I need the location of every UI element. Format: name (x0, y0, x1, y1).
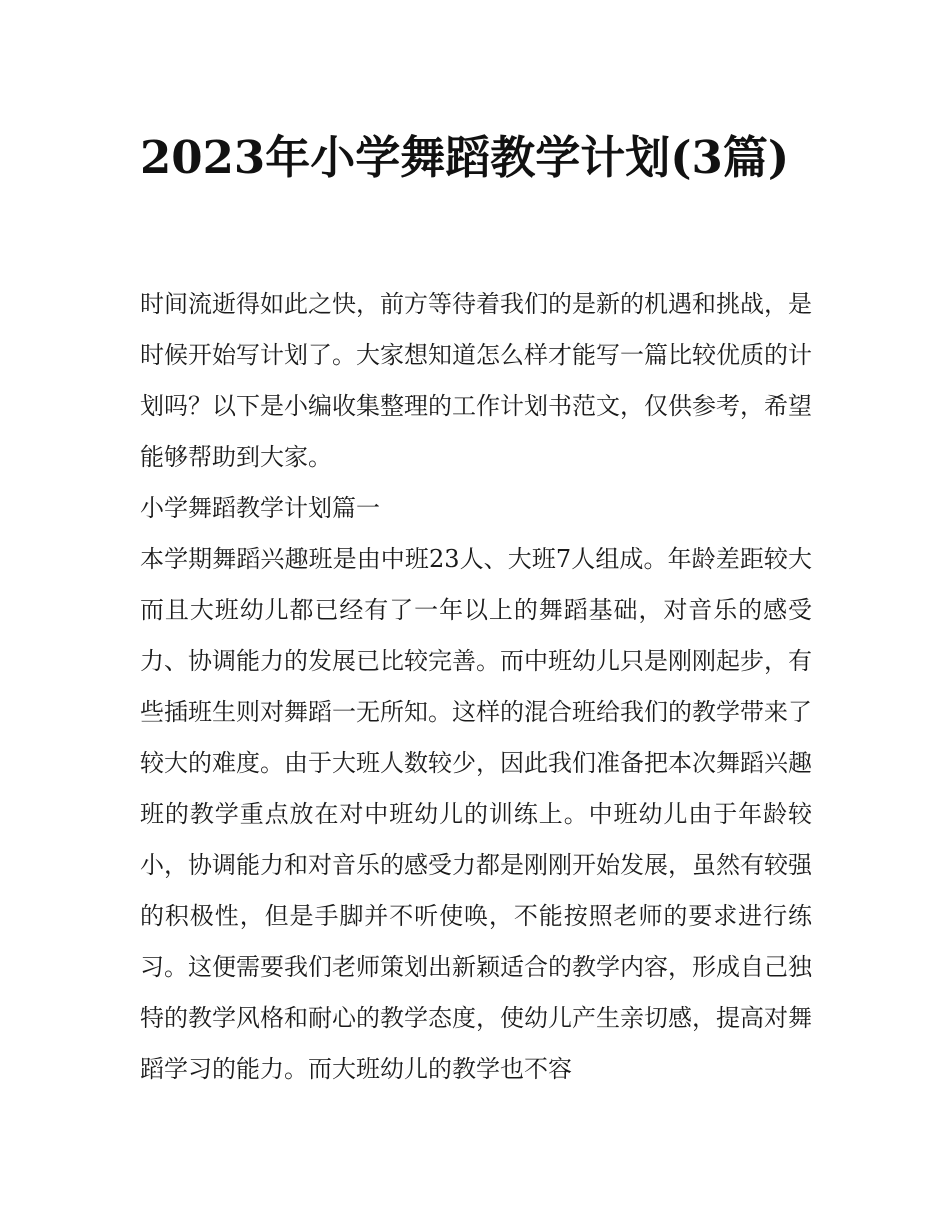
intro-paragraph: 时间流逝得如此之快，前方等待着我们的是新的机遇和挑战，是时候开始写计划了。大家想知道怎么样才能写一篇比较优质的计划吗？以下是小编收集整理的工作计划书范文，仅供参考，希望能够帮助到大家。 (140, 290, 812, 471)
body-paragraph: 本学期舞蹈兴趣班是由中班23人、大班7人组成。年龄差距较大而且大班幼儿都已经有了一年以上的舞蹈基础，对音乐的感受力、协调能力的发展已比较完善。而中班幼儿只是刚刚起步，有些插班生则对舞蹈一无所知。这样的混合班给我们的教学带来了较大的难度。由于大班人数较少，因此我们准备把本次舞蹈兴趣班的教学重点放在对中班幼儿的训练上。中班幼儿由于年龄较小，协调能力和对音乐的感受力都是刚刚开始发展，虽然有较强的积极性，但是手脚并不听使唤，不能按照老师的要求进行练习。这便需要我们老师策划出新颖适合的教学内容，形成自己独特的教学风格和耐心的教学态度，使幼儿产生亲切感，提高对舞蹈学习的能力。而大班幼儿的教学也不容 (140, 545, 812, 1083)
document-title: 2023年小学舞蹈教学计划(3篇) (140, 131, 790, 184)
section-heading: 小学舞蹈教学计划篇一 (140, 494, 380, 522)
document-body (140, 279, 812, 1095)
